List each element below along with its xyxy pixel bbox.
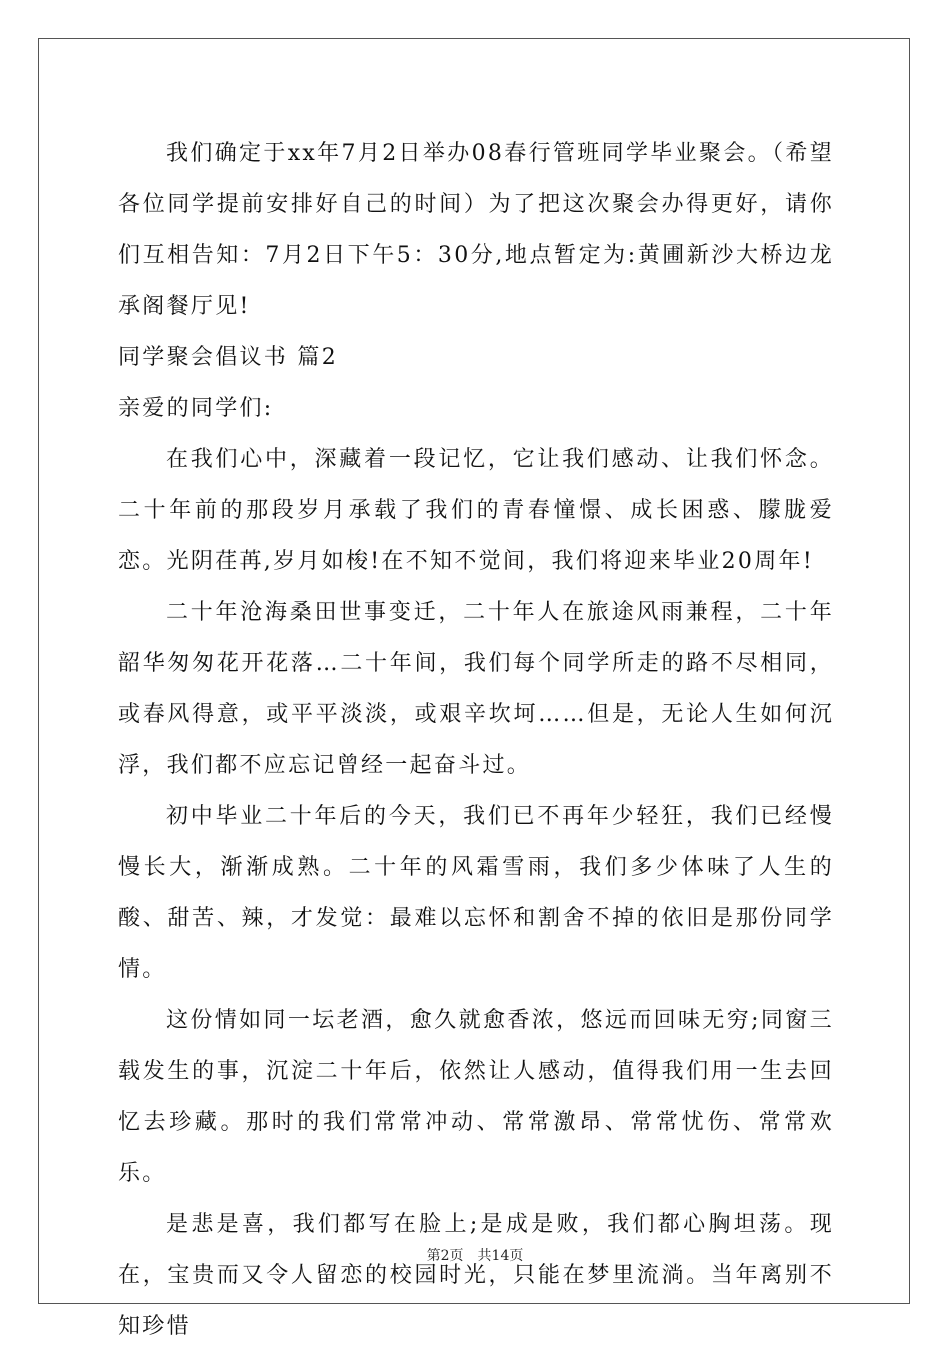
paragraph-reunion-notice: 我们确定于xx年7月2日举办08春行管班同学毕业聚会。（希望各位同学提前安排好自己的时间）为了把这次聚会办得更好，请你们互相告知：7月2日下午5：30分,地点暂定为:黄圃新沙大桥边龙承阁餐厅见! — [118, 141, 834, 319]
page-number: 第2页 — [426, 1248, 464, 1264]
page-total: 共14页 — [477, 1248, 524, 1264]
paragraph-school-days: 是悲是喜，我们都写在脸上;是成是败，我们都心胸坦荡。现在，宝贵而又令人留恋的校园时光，只能在梦里流淌。当年离别不知珍惜 — [118, 1212, 834, 1339]
section-heading: 同学聚会倡议书 篇2 — [118, 345, 338, 370]
document-body — [118, 128, 834, 1352]
paragraph-memory: 在我们心中，深藏着一段记忆，它让我们感动、让我们怀念。二十年前的那段岁月承载了我们的青春憧憬、成长困惑、朦胧爱恋。光阴荏苒,岁月如梭!在不知不觉间，我们将迎来毕业20周年! — [118, 447, 834, 574]
page-footer — [0, 1245, 950, 1265]
salutation: 亲爱的同学们: — [118, 396, 274, 421]
paragraph-friendship: 这份情如同一坛老酒，愈久就愈香浓，悠远而回味无穷;同窗三载发生的事，沉淀二十年后，依然让人感动，值得我们用一生去回忆去珍藏。那时的我们常常冲动、常常激昂、常常忧伤、常常欢乐。 — [118, 1008, 834, 1186]
paragraph-growing-up: 初中毕业二十年后的今天，我们已不再年少轻狂，我们已经慢慢长大，渐渐成熟。二十年的风霜雪雨，我们多少体味了人生的酸、甜苦、辣，才发觉：最难以忘怀和割舍不掉的依旧是那份同学情。 — [118, 804, 834, 982]
paragraph-twenty-years: 二十年沧海桑田世事变迁，二十年人在旅途风雨兼程，二十年韶华匆匆花开花落…二十年间，我们每个同学所走的路不尽相同，或春风得意，或平平淡淡，或艰辛坎坷……但是，无论人生如何沉浮，我们都不应忘记曾经一起奋斗过。 — [118, 600, 834, 778]
